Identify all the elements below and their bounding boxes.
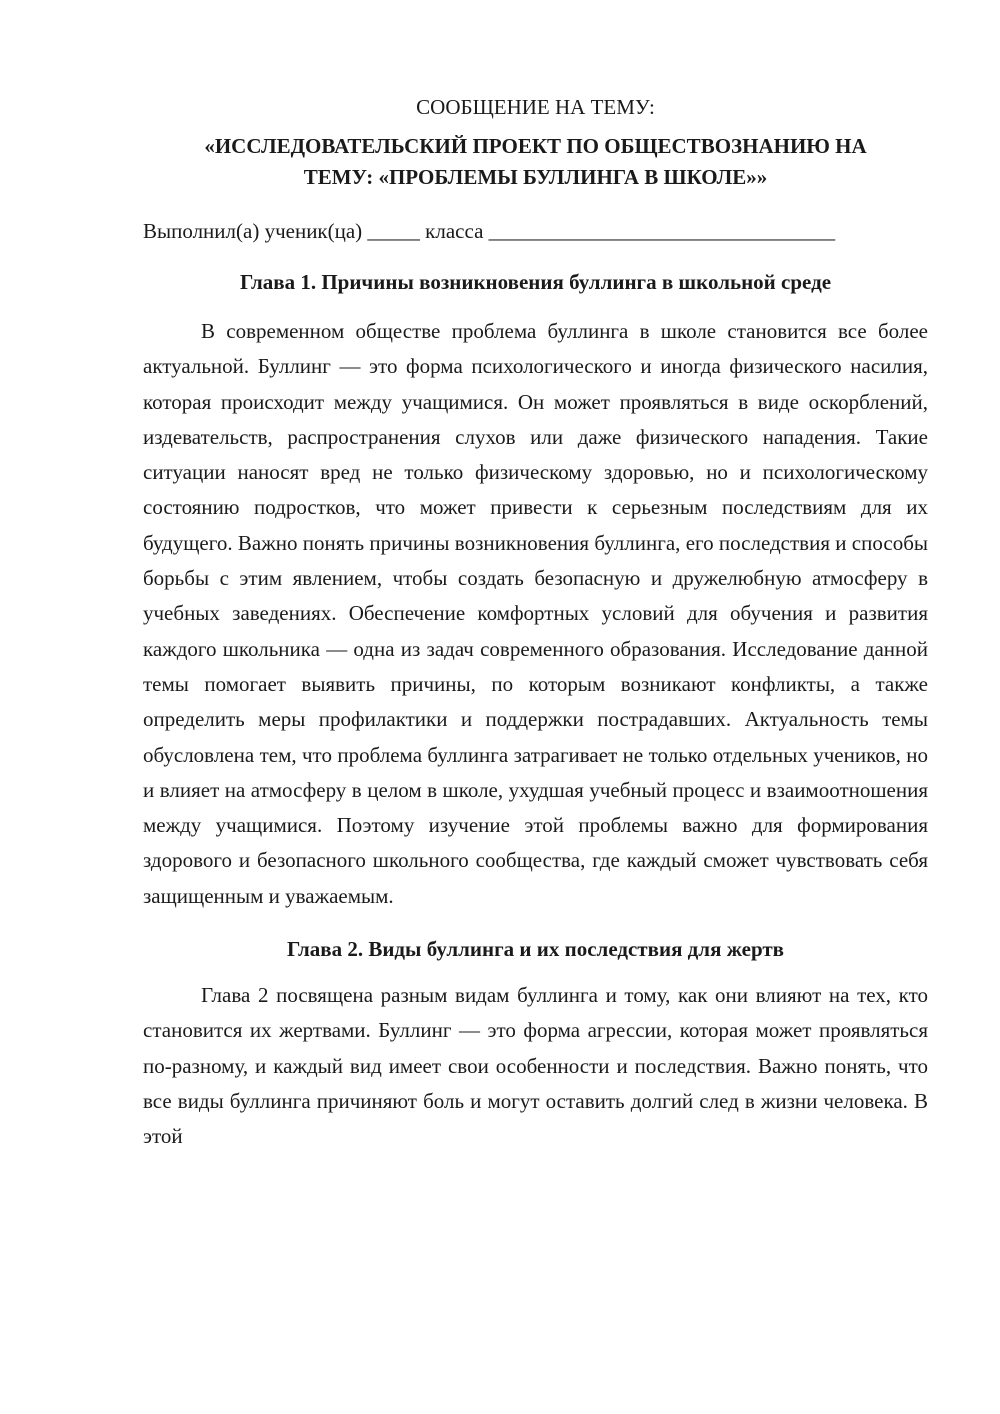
chapter-1-heading: Глава 1. Причины возникновения буллинга в школьной среде: [239, 270, 832, 294]
document-title-line-2: ТЕМУ: «ПРОБЛЕМЫ БУЛЛИНГА В ШКОЛЕ»»: [303, 165, 768, 189]
document-title: [143, 131, 928, 193]
document-title-line-1: «ИССЛЕДОВАТЕЛЬСКИЙ ПРОЕКТ ПО ОБЩЕСТВОЗНАНИЮ НА: [204, 134, 867, 158]
document-header: СООБЩЕНИЕ НА ТЕМУ:: [416, 95, 655, 119]
chapter-1-paragraph: В современном обществе проблема буллинга в школе становится все более актуальной. Буллинг — это форма психологического и иногда физического насилия, которая происходит между учащимися. Он может проявляться в виде оскорблений, издевательств, распространения слухов или даже физического нападения. Такие ситуации наносят вред не только физическому здоровью, но и психологическому состоянию подростков, что может привести к серьезным последствиям для их будущего. Важно понять причины возникновения буллинга, его последствия и способы борьбы с этим явлением, чтобы создать безопасную и дружелюбную атмосферу в учебных заведениях. Обеспечение комфортных условий для обучения и развития каждого школьника — одна из задач современного образования. Исследование данной темы помогает выявить причины, по которым возникают конфликты, а также определить меры профилактики и поддержки пострадавших. Актуальность темы обусловлена тем, что проблема буллинга затрагивает не только отдельных учеников, но и влияет на атмосферу в целом в школе, ухудшая учебный процесс и взаимоотношения между учащимися. Поэтому изучение этой проблемы важно для формирования здорового и безопасного школьного сообщества, где каждый сможет чувствовать себя защищенным и уважаемым.: [143, 319, 928, 908]
chapter-2-paragraph: Глава 2 посвящена разным видам буллинга и тому, как они влияют на тех, кто становится их жертвами. Буллинг — это форма агрессии, которая может проявляться по-разному, и каждый вид имеет свои особенности и последствия. Важно понять, что все виды буллинга причиняют боль и могут оставить долгий след в жизни человека. В этой: [143, 983, 928, 1149]
document-page: [143, 92, 928, 1155]
chapter-2-heading: Глава 2. Виды буллинга и их последствия для жертв: [286, 937, 785, 962]
author-line: Выполнил(а) ученик(ца) _____ класса _________________________________: [143, 219, 836, 243]
